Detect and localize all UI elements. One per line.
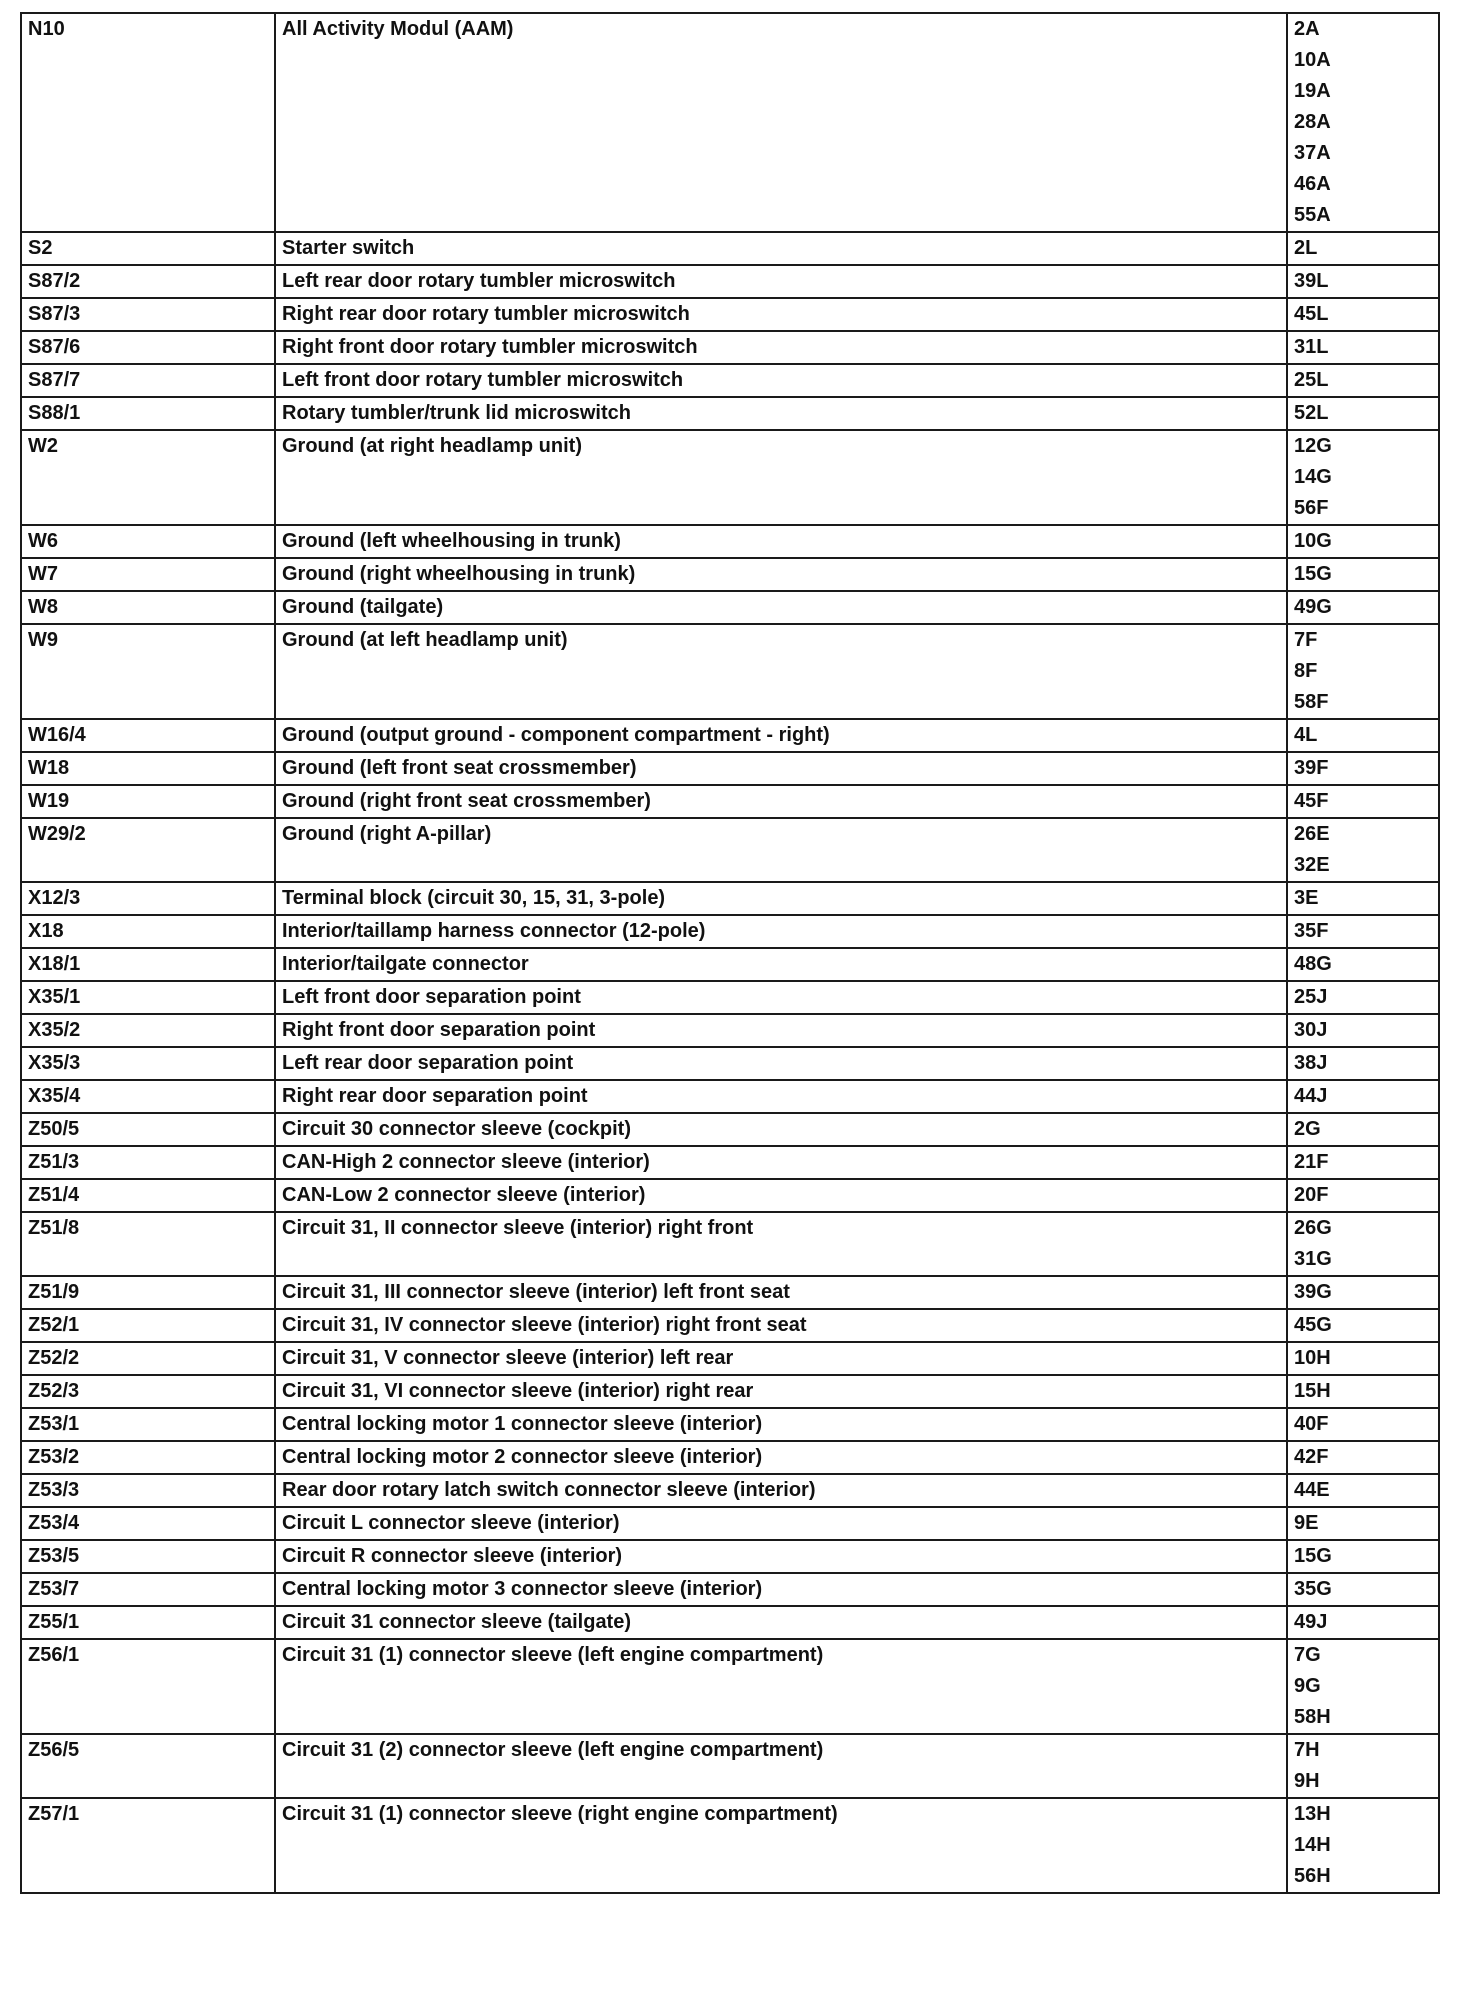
table-row (21, 1342, 1439, 1375)
table-row (21, 1276, 1439, 1309)
component-description-cell: Circuit L connector sleeve (interior) (275, 1507, 1287, 1540)
grid-location: 46A (1294, 173, 1331, 195)
component-description-cell: Left rear door rotary tumbler microswitch (275, 265, 1287, 298)
grid-location-cell (1287, 364, 1439, 397)
grid-location: 19A (1294, 80, 1331, 102)
grid-location: 58F (1294, 691, 1329, 713)
grid-location-cell (1287, 1014, 1439, 1047)
table-row (21, 1080, 1439, 1113)
component-description-cell: Rear door rotary latch switch connector sleeve (interior) (275, 1474, 1287, 1507)
component-description-cell: Ground (right front seat crossmember) (275, 785, 1287, 818)
grid-location: 7H (1294, 1739, 1320, 1761)
grid-location: 38J (1294, 1052, 1328, 1074)
component-location-table (20, 12, 1440, 1894)
component-description-cell: Terminal block (circuit 30, 15, 31, 3-pole) (275, 882, 1287, 915)
grid-location-cell (1287, 1375, 1439, 1408)
component-description-cell: Circuit 31 (1) connector sleeve (left engine compartment) (275, 1639, 1287, 1734)
component-description-cell: Circuit 31 (2) connector sleeve (left engine compartment) (275, 1734, 1287, 1798)
component-code-cell: Z56/5 (21, 1734, 275, 1798)
table-row (21, 752, 1439, 785)
grid-location: 31G (1294, 1248, 1332, 1270)
grid-location: 2L (1294, 237, 1318, 259)
grid-location: 55A (1294, 204, 1331, 226)
grid-location: 37A (1294, 142, 1331, 164)
table-row (21, 298, 1439, 331)
grid-location: 14G (1294, 466, 1332, 488)
grid-location-cell (1287, 1573, 1439, 1606)
table-row (21, 13, 1439, 232)
table-row (21, 525, 1439, 558)
grid-location-cell (1287, 525, 1439, 558)
table-row (21, 1639, 1439, 1734)
component-code-cell: Z51/9 (21, 1276, 275, 1309)
grid-location: 45L (1294, 303, 1329, 325)
table-row (21, 397, 1439, 430)
component-description-cell: Left front door rotary tumbler microswitch (275, 364, 1287, 397)
grid-location-cell (1287, 1146, 1439, 1179)
table-row (21, 1113, 1439, 1146)
table-row (21, 882, 1439, 915)
component-code-cell: Z52/3 (21, 1375, 275, 1408)
component-code-cell: W9 (21, 624, 275, 719)
grid-location-cell (1287, 981, 1439, 1014)
component-code-cell: N10 (21, 13, 275, 232)
table-row (21, 1179, 1439, 1212)
component-description-cell: CAN-Low 2 connector sleeve (interior) (275, 1179, 1287, 1212)
grid-location-cell (1287, 818, 1439, 882)
table-row (21, 364, 1439, 397)
grid-location: 7F (1294, 629, 1318, 651)
table-row (21, 1798, 1439, 1893)
table-row (21, 915, 1439, 948)
grid-location: 13H (1294, 1803, 1331, 1825)
grid-location-cell (1287, 265, 1439, 298)
grid-location-cell (1287, 1342, 1439, 1375)
component-code-cell: S87/7 (21, 364, 275, 397)
component-code-cell: Z52/2 (21, 1342, 275, 1375)
grid-location: 28A (1294, 111, 1331, 133)
grid-location-cell (1287, 1113, 1439, 1146)
grid-location-cell (1287, 1212, 1439, 1276)
grid-location-cell (1287, 558, 1439, 591)
component-description-cell: Ground (output ground - component compartment - right) (275, 719, 1287, 752)
grid-location: 26E (1294, 823, 1330, 845)
table-row (21, 948, 1439, 981)
component-code-cell: W19 (21, 785, 275, 818)
grid-location: 42F (1294, 1446, 1329, 1468)
table-row (21, 1047, 1439, 1080)
table-row (21, 558, 1439, 591)
grid-location-cell (1287, 1276, 1439, 1309)
grid-location: 39L (1294, 270, 1329, 292)
component-code-cell: Z53/7 (21, 1573, 275, 1606)
table-row (21, 818, 1439, 882)
grid-location-cell (1287, 591, 1439, 624)
grid-location-cell (1287, 1639, 1439, 1734)
component-description-cell: Circuit 31, II connector sleeve (interior) right front (275, 1212, 1287, 1276)
component-description-cell: Central locking motor 2 connector sleeve (interior) (275, 1441, 1287, 1474)
component-code-cell: Z57/1 (21, 1798, 275, 1893)
grid-location: 45F (1294, 790, 1329, 812)
component-code-cell: X35/3 (21, 1047, 275, 1080)
component-code-cell: Z53/4 (21, 1507, 275, 1540)
grid-location: 7G (1294, 1644, 1321, 1666)
grid-location: 49J (1294, 1611, 1328, 1633)
table-row (21, 331, 1439, 364)
grid-location: 32E (1294, 854, 1330, 876)
component-code-cell: Z51/8 (21, 1212, 275, 1276)
component-description-cell: Ground (at left headlamp unit) (275, 624, 1287, 719)
table-row (21, 265, 1439, 298)
table-row (21, 1441, 1439, 1474)
grid-location-cell (1287, 1507, 1439, 1540)
grid-location: 10H (1294, 1347, 1331, 1369)
component-description-cell: Starter switch (275, 232, 1287, 265)
grid-location: 52L (1294, 402, 1329, 424)
table-row (21, 1540, 1439, 1573)
grid-location: 44E (1294, 1479, 1330, 1501)
component-description-cell: Right front door separation point (275, 1014, 1287, 1047)
component-code-cell: Z53/3 (21, 1474, 275, 1507)
table-row (21, 1573, 1439, 1606)
grid-location-cell (1287, 1606, 1439, 1639)
component-description-cell: Ground (tailgate) (275, 591, 1287, 624)
grid-location: 12G (1294, 435, 1332, 457)
grid-location: 39F (1294, 757, 1329, 779)
component-code-cell: Z51/3 (21, 1146, 275, 1179)
component-description-cell: Ground (left wheelhousing in trunk) (275, 525, 1287, 558)
grid-location: 4L (1294, 724, 1318, 746)
table-body (21, 13, 1439, 1893)
component-code-cell: X35/4 (21, 1080, 275, 1113)
grid-location: 56F (1294, 497, 1329, 519)
grid-location: 9E (1294, 1512, 1319, 1534)
table-row (21, 1375, 1439, 1408)
grid-location-cell (1287, 752, 1439, 785)
grid-location-cell (1287, 785, 1439, 818)
grid-location: 56H (1294, 1865, 1331, 1887)
component-code-cell: Z53/1 (21, 1408, 275, 1441)
grid-location: 45G (1294, 1314, 1332, 1336)
component-description-cell: Ground (right wheelhousing in trunk) (275, 558, 1287, 591)
component-code-cell: X12/3 (21, 882, 275, 915)
table-row (21, 232, 1439, 265)
component-description-cell: Circuit 31 (1) connector sleeve (right engine compartment) (275, 1798, 1287, 1893)
grid-location-cell (1287, 1179, 1439, 1212)
table-row (21, 981, 1439, 1014)
grid-location: 14H (1294, 1834, 1331, 1856)
table-row (21, 1309, 1439, 1342)
grid-location-cell (1287, 232, 1439, 265)
component-code-cell: X18/1 (21, 948, 275, 981)
component-description-cell: Right rear door rotary tumbler microswitch (275, 298, 1287, 331)
component-code-cell: W16/4 (21, 719, 275, 752)
component-code-cell: S2 (21, 232, 275, 265)
table-row (21, 719, 1439, 752)
table-row (21, 1146, 1439, 1179)
component-description-cell: Circuit 31, III connector sleeve (interior) left front seat (275, 1276, 1287, 1309)
component-description-cell: All Activity Modul (AAM) (275, 13, 1287, 232)
table-row (21, 1014, 1439, 1047)
grid-location: 15H (1294, 1380, 1331, 1402)
grid-location: 30J (1294, 1019, 1328, 1041)
grid-location: 58H (1294, 1706, 1331, 1728)
grid-location-cell (1287, 1408, 1439, 1441)
component-code-cell: Z55/1 (21, 1606, 275, 1639)
table-row (21, 1734, 1439, 1798)
grid-location: 39G (1294, 1281, 1332, 1303)
grid-location-cell (1287, 1540, 1439, 1573)
component-code-cell: S87/3 (21, 298, 275, 331)
table-row (21, 1408, 1439, 1441)
grid-location: 2G (1294, 1118, 1321, 1140)
component-code-cell: Z50/5 (21, 1113, 275, 1146)
component-description-cell: Ground (at right headlamp unit) (275, 430, 1287, 525)
component-code-cell: S87/2 (21, 265, 275, 298)
component-description-cell: CAN-High 2 connector sleeve (interior) (275, 1146, 1287, 1179)
component-code-cell: W29/2 (21, 818, 275, 882)
table-row (21, 1212, 1439, 1276)
component-description-cell: Right front door rotary tumbler microswitch (275, 331, 1287, 364)
table-row (21, 591, 1439, 624)
component-description-cell: Circuit 31 connector sleeve (tailgate) (275, 1606, 1287, 1639)
grid-location-cell (1287, 298, 1439, 331)
component-description-cell: Circuit 31, VI connector sleeve (interior) right rear (275, 1375, 1287, 1408)
grid-location: 21F (1294, 1151, 1329, 1173)
component-code-cell: Z56/1 (21, 1639, 275, 1734)
grid-location: 10G (1294, 530, 1332, 552)
table-row (21, 430, 1439, 525)
grid-location: 15G (1294, 563, 1332, 585)
component-code-cell: W2 (21, 430, 275, 525)
component-description-cell: Central locking motor 3 connector sleeve (interior) (275, 1573, 1287, 1606)
grid-location: 9H (1294, 1770, 1320, 1792)
component-description-cell: Circuit 31, V connector sleeve (interior) left rear (275, 1342, 1287, 1375)
component-description-cell: Left front door separation point (275, 981, 1287, 1014)
component-code-cell: W8 (21, 591, 275, 624)
component-code-cell: S87/6 (21, 331, 275, 364)
component-code-cell: X35/2 (21, 1014, 275, 1047)
grid-location-cell (1287, 1798, 1439, 1893)
component-code-cell: Z51/4 (21, 1179, 275, 1212)
component-description-cell: Interior/tailgate connector (275, 948, 1287, 981)
grid-location-cell (1287, 1441, 1439, 1474)
component-code-cell: Z53/2 (21, 1441, 275, 1474)
grid-location-cell (1287, 882, 1439, 915)
grid-location-cell (1287, 719, 1439, 752)
component-description-cell: Circuit R connector sleeve (interior) (275, 1540, 1287, 1573)
grid-location-cell (1287, 1080, 1439, 1113)
component-code-cell: S88/1 (21, 397, 275, 430)
grid-location: 35F (1294, 920, 1329, 942)
component-description-cell: Circuit 31, IV connector sleeve (interior) right front seat (275, 1309, 1287, 1342)
grid-location: 9G (1294, 1675, 1321, 1697)
grid-location: 26G (1294, 1217, 1332, 1239)
component-description-cell: Left rear door separation point (275, 1047, 1287, 1080)
component-description-cell: Circuit 30 connector sleeve (cockpit) (275, 1113, 1287, 1146)
component-code-cell: X35/1 (21, 981, 275, 1014)
component-code-cell: Z52/1 (21, 1309, 275, 1342)
grid-location: 25J (1294, 986, 1328, 1008)
table-row (21, 624, 1439, 719)
component-code-cell: W18 (21, 752, 275, 785)
table-row (21, 1507, 1439, 1540)
grid-location: 15G (1294, 1545, 1332, 1567)
table-row (21, 1606, 1439, 1639)
component-description-cell: Ground (left front seat crossmember) (275, 752, 1287, 785)
grid-location-cell (1287, 948, 1439, 981)
grid-location: 8F (1294, 660, 1318, 682)
component-code-cell: X18 (21, 915, 275, 948)
grid-location-cell (1287, 331, 1439, 364)
grid-location: 44J (1294, 1085, 1328, 1107)
grid-location-cell (1287, 1309, 1439, 1342)
grid-location: 2A (1294, 18, 1320, 40)
component-description-cell: Rotary tumbler/trunk lid microswitch (275, 397, 1287, 430)
grid-location-cell (1287, 430, 1439, 525)
grid-location-cell (1287, 624, 1439, 719)
grid-location-cell (1287, 1047, 1439, 1080)
grid-location: 20F (1294, 1184, 1329, 1206)
grid-location: 49G (1294, 596, 1332, 618)
grid-location: 40F (1294, 1413, 1329, 1435)
grid-location-cell (1287, 1474, 1439, 1507)
component-description-cell: Central locking motor 1 connector sleeve (interior) (275, 1408, 1287, 1441)
grid-location: 35G (1294, 1578, 1332, 1600)
grid-location-cell (1287, 13, 1439, 232)
component-code-cell: Z53/5 (21, 1540, 275, 1573)
grid-location: 10A (1294, 49, 1331, 71)
component-code-cell: W6 (21, 525, 275, 558)
grid-location: 25L (1294, 369, 1329, 391)
component-description-cell: Right rear door separation point (275, 1080, 1287, 1113)
table-row (21, 1474, 1439, 1507)
table-row (21, 785, 1439, 818)
grid-location-cell (1287, 1734, 1439, 1798)
grid-location: 48G (1294, 953, 1332, 975)
component-description-cell: Ground (right A-pillar) (275, 818, 1287, 882)
grid-location: 3E (1294, 887, 1319, 909)
component-code-cell: W7 (21, 558, 275, 591)
grid-location-cell (1287, 915, 1439, 948)
component-description-cell: Interior/taillamp harness connector (12-pole) (275, 915, 1287, 948)
grid-location-cell (1287, 397, 1439, 430)
grid-location: 31L (1294, 336, 1329, 358)
